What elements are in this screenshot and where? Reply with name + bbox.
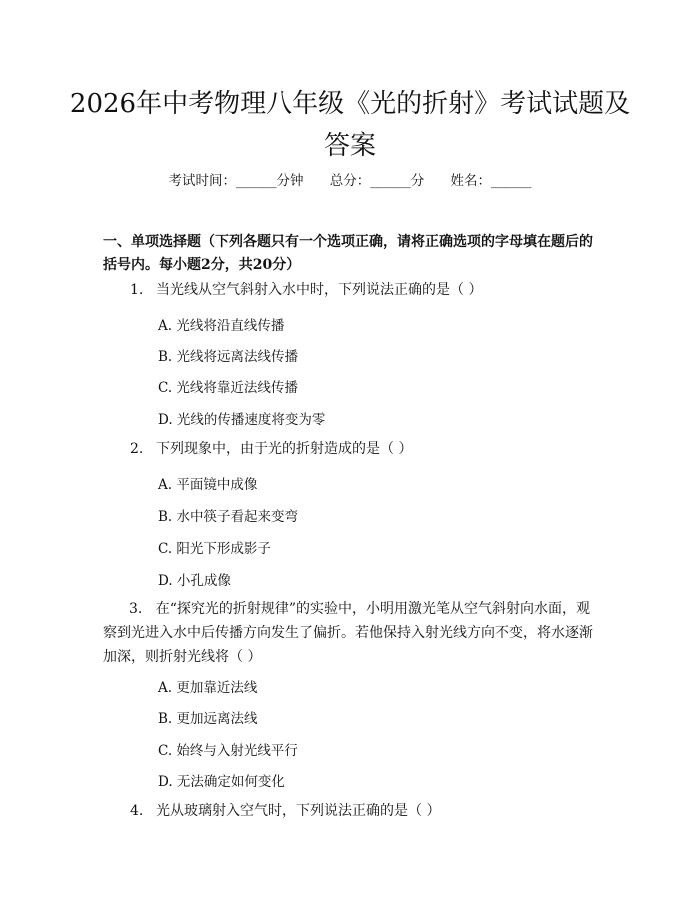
question-number: 1. xyxy=(130,282,144,298)
question-text: 下列现象中，由于光的折射造成的是（ ） xyxy=(156,441,413,457)
question-2-option-a: A. 平面镜中成像 xyxy=(158,477,258,493)
question-1 xyxy=(130,279,482,302)
question-2-option-d: D. 小孔成像 xyxy=(158,573,231,589)
total-score-field: 总分：______分 xyxy=(329,173,425,189)
question-3-option-d: D. 无法确定如何变化 xyxy=(158,774,285,790)
exam-time-field: 考试时间：______分钟 xyxy=(168,173,304,189)
section-heading-single-choice: 一、单项选择题（下列各题只有一个选项正确，请将正确选项的字母填在题后的括号内。每小题2分，共20分） xyxy=(103,234,593,273)
exam-title: 2026年中考物理八年级《光的折射》考试试题及答案 xyxy=(69,89,631,161)
question-number: 4. xyxy=(130,803,144,819)
question-number: 3. xyxy=(129,601,143,617)
question-1-option-c: C. 光线将靠近法线传播 xyxy=(158,380,298,396)
exam-info-line xyxy=(0,169,700,189)
question-2-option-c: C. 阳光下形成影子 xyxy=(158,541,271,557)
question-1-option-b: B. 光线将远离法线传播 xyxy=(158,349,299,365)
question-1-option-d: D. 光线的传播速度将变为零 xyxy=(158,412,326,428)
question-text: 在“探究光的折射规律”的实验中，小明用激光笔从空气斜射向水面，观察到光进入水中后传播方向发生了偏折。若他保持入射光线方向不变，将水逐渐加深，则折射光线将（ ） xyxy=(103,601,593,665)
question-4 xyxy=(130,800,440,823)
question-3-option-b: B. 更加远离法线 xyxy=(158,711,258,727)
question-1-option-a: A. 光线将沿直线传播 xyxy=(158,318,285,334)
question-text: 当光线从空气斜射入水中时，下列说法正确的是（ ） xyxy=(156,282,483,298)
question-3 xyxy=(103,597,600,669)
question-2 xyxy=(130,438,412,461)
question-number: 2. xyxy=(130,441,144,457)
question-2-option-b: B. 水中筷子看起来变弯 xyxy=(158,509,299,525)
question-text: 光从玻璃射入空气时，下列说法正确的是（ ） xyxy=(156,803,441,819)
question-3-option-c: C. 始终与入射光线平行 xyxy=(158,743,298,759)
question-3-option-a: A. 更加靠近法线 xyxy=(158,680,258,696)
name-field: 姓名：______ xyxy=(450,173,532,189)
